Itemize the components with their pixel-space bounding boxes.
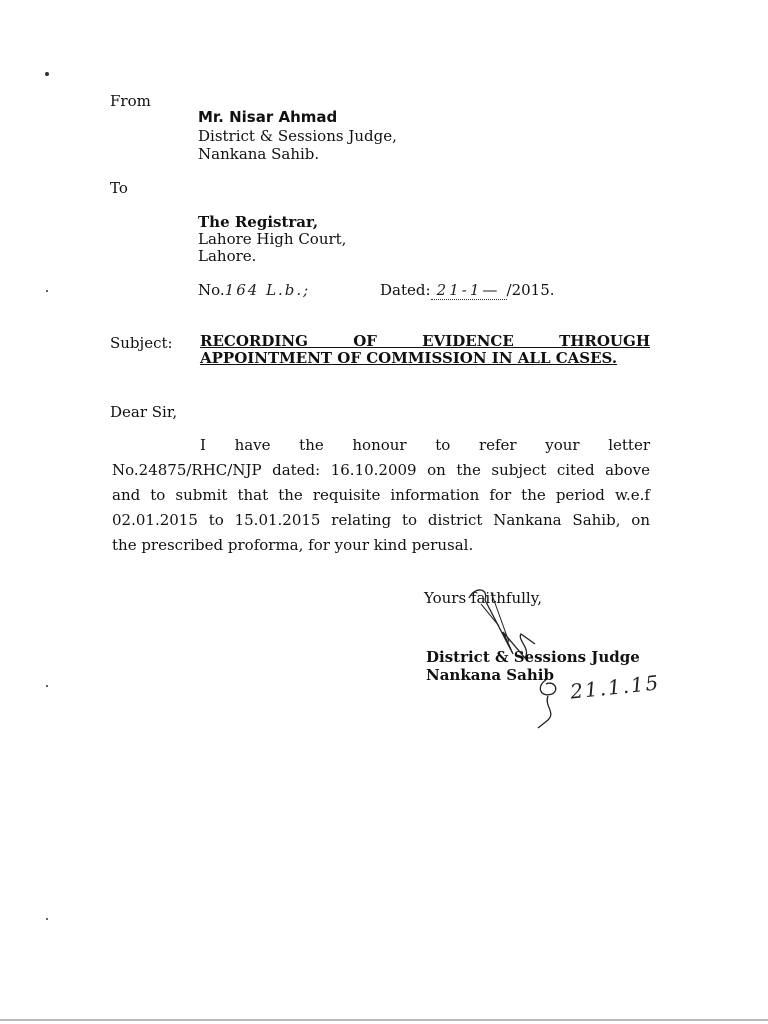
body-line-4: 02.01.2015 to 15.01.2015 relating to district Nankana Sahib, on [112,511,650,529]
body-line-2: No.24875/RHC/NJP dated: 16.10.2009 on the subject cited above [112,461,650,479]
sender-name: Mr. Nisar Ahmad [198,108,338,126]
from-label: From [110,92,151,110]
date-handwritten: 21-1— [431,281,507,300]
subject-line-2: APPOINTMENT OF COMMISSION IN ALL CASES. [200,349,618,367]
recipient-name: The Registrar, [198,213,319,231]
signatory-place: Nankana Sahib [426,666,554,684]
sender-designation: District & Sessions Judge, [198,127,397,145]
reference-no-label: No. [198,281,225,299]
recipient-city: Lahore. [198,247,257,265]
date-year: /2015. [506,281,555,299]
reference-no-handwritten: 164 L.b.; [224,281,311,299]
dated-label: Dated: [380,281,431,299]
handwritten-sign-date: 21.1.15 [568,670,662,704]
body-line-1: I have the honour to refer your letter [200,436,650,454]
to-label: To [110,179,128,197]
reference-date [380,281,555,300]
reference-number [198,281,310,299]
valediction: Yours faithfully, [424,589,542,607]
signatory-title: District & Sessions Judge [426,648,640,666]
scan-speck [46,685,48,687]
scan-speck [45,72,49,76]
scan-speck [46,290,48,292]
scan-edge-line [0,1019,768,1021]
subject-line-1: RECORDING OF EVIDENCE THROUGH [200,332,650,350]
subject-label: Subject: [110,334,173,352]
body-line-5: the prescribed proforma, for your kind perusal. [112,536,474,554]
body-line-3: and to submit that the requisite information for the period w.e.f [112,486,650,504]
salutation: Dear Sir, [110,403,178,421]
scan-speck [46,918,48,920]
recipient-office: Lahore High Court, [198,230,347,248]
sender-location: Nankana Sahib. [198,145,320,163]
